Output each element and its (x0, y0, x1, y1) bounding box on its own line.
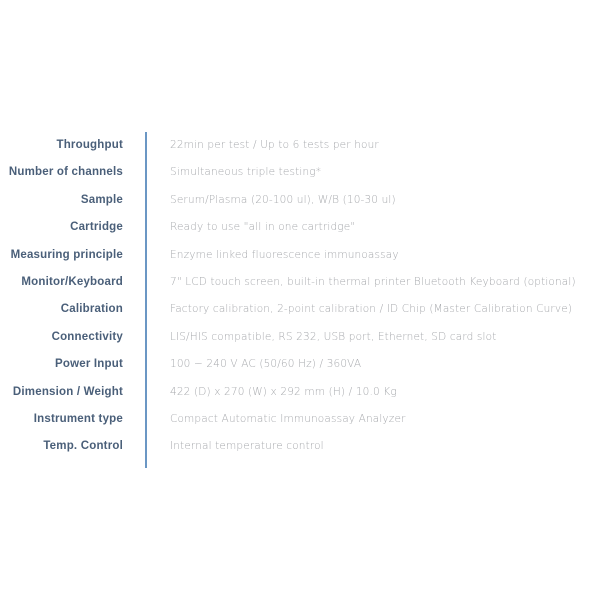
spec-label: Calibration (60, 303, 123, 316)
spec-label: Temp. Control (43, 440, 123, 453)
spec-row-instrument-type (0, 406, 600, 433)
spec-row-cartridge (0, 214, 600, 241)
spec-label: Sample (80, 193, 123, 206)
spec-label: Instrument type (33, 412, 123, 425)
spec-label: Dimension / Weight (12, 385, 123, 398)
spec-row-connectivity (0, 324, 600, 351)
spec-value: 422 (D) x 270 (W) x 292 mm (H) / 10.0 Kg (170, 385, 397, 398)
spec-value: Simultaneous triple testing* (170, 166, 322, 179)
spec-value: 7" LCD touch screen, built-in thermal printer Bluetooth Keyboard (optional) (170, 275, 576, 288)
spec-value: Factory calibration, 2-point calibration / ID Chip (Master Calibration Curve) (170, 303, 573, 316)
spec-label: Cartridge (70, 221, 123, 234)
spec-value: Enzyme linked fluorescence immunoassay (170, 248, 399, 261)
spec-row-power-input (0, 351, 600, 378)
spec-label: Number of channels (8, 166, 123, 179)
spec-table (0, 132, 600, 468)
spec-label: Monitor/Keyboard (21, 275, 123, 288)
spec-row-calibration (0, 296, 600, 323)
spec-value: Serum/Plasma (20-100 ul), W/B (10-30 ul) (170, 193, 396, 206)
spec-value: LIS/HIS compatible, RS 232, USB port, Ethernet, SD card slot (170, 330, 497, 343)
spec-label: Throughput (56, 139, 123, 151)
spec-row-channels (0, 159, 600, 186)
spec-value: 22min per test / Up to 6 tests per hour (170, 139, 379, 151)
spec-value: Internal temperature control (170, 440, 324, 453)
spec-row-measuring-principle (0, 242, 600, 269)
spec-label: Power Input (54, 358, 123, 371)
spec-value: Compact Automatic Immunoassay Analyzer (170, 412, 406, 425)
spec-row-temp-control (0, 433, 600, 460)
spec-row-sample (0, 187, 600, 214)
spec-value: 100 ~ 240 V AC (50/60 Hz) / 360VA (170, 358, 362, 371)
spec-value: Ready to use "all in one cartridge" (170, 221, 356, 234)
spec-row-dimension-weight (0, 379, 600, 406)
spec-label: Measuring principle (10, 248, 123, 261)
spec-row-throughput (0, 132, 600, 159)
spec-label: Connectivity (51, 330, 123, 343)
spec-row-monitor-keyboard (0, 269, 600, 296)
